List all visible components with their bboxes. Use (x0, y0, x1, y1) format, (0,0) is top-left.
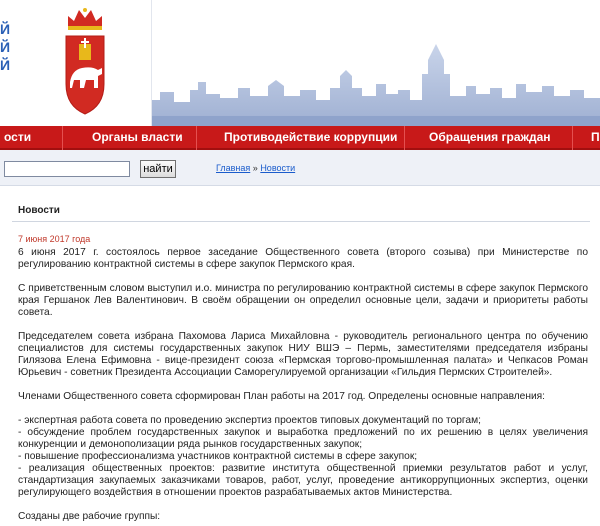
search-bar (0, 150, 600, 186)
breadcrumb-current-link[interactable]: Новости (260, 163, 296, 173)
article-date: 7 июня 2017 года (18, 234, 91, 244)
article-paragraph: Членами Общественного совета сформирован План работы на 2017 год. Определены основные направления: (18, 391, 546, 402)
nav-divider (62, 126, 63, 150)
breadcrumb-separator: » (252, 163, 258, 173)
title-letter: Й (0, 21, 11, 37)
article-content (6, 186, 590, 523)
section-title: Новости (18, 205, 60, 216)
title-letter: Й (0, 39, 11, 55)
article-paragraph: Председателем совета избрана Пахомова Лариса Михайловна - руководитель регионального центра по обучению специалистов для системы государственных закупок НИУ ВШЭ – Пермь, заместителями председателя избраны Гилязова Елена Ефимовна - вице-президент союза «Пермская торгово-промышленная палата» и Чепкасов Роман Юрьевич - советник Президента Ассоциации Саморегулируемой организации «Гильдия Пермских Строителей». (18, 331, 588, 378)
article-paragraph: Созданы две рабочие группы: (18, 511, 161, 522)
nav-item-authorities[interactable]: Органы власти (92, 130, 183, 144)
nav-item-anticorruption[interactable]: Противодействие коррупции (224, 130, 398, 144)
nav-divider (572, 126, 573, 150)
nav-divider (196, 126, 197, 150)
breadcrumb (216, 163, 295, 173)
list-item: - экспертная работа совета по проведению экспертиз проектов типовых документаций по торгам; (18, 415, 481, 426)
nav-item-news[interactable]: ости (4, 130, 32, 144)
nav-item-cut-off[interactable]: П (591, 130, 600, 144)
coat-of-arms-icon (62, 6, 108, 116)
title-divider (12, 221, 590, 222)
nav-divider (404, 126, 405, 150)
city-skyline-image (150, 30, 600, 126)
article-paragraph: 6 июня 2017 г. состоялось первое заседание Общественного совета (второго созыва) при Министерстве по регулированию контрактной системы в сфере закупок Пермского края. (18, 247, 588, 270)
directions-list (6, 415, 590, 499)
site-title-fragment (0, 20, 12, 90)
list-item: - повышение профессионализма участников контрактной системы в сфере закупок; (18, 451, 418, 462)
coat-of-arms-panel (18, 0, 152, 126)
list-item: - реализация общественных проектов: развитие института общественной приемки результатов работ и услуг, стандартизация закупаемых заказчиками товаров, работ, услуг, проведение антикоррупционных экспертиз, оценки регулирующего воздействия в отношении проектов разрабатываемых актов Министерства. (18, 463, 588, 498)
search-button[interactable]: найти (140, 160, 176, 178)
nav-item-citizen-appeals[interactable]: Обращения граждан (429, 130, 551, 144)
title-letter: Й (0, 57, 11, 73)
search-input[interactable] (4, 161, 130, 177)
main-navigation (0, 126, 600, 150)
breadcrumb-home-link[interactable]: Главная (216, 163, 251, 173)
article-paragraph: С приветственным словом выступил и.о. министра по регулированию контрактной системы в сфере закупок Пермского края Гершанок Лев Валентинович. В своём обращении он определил основные цели, задачи и приоритеты работы совета. (18, 283, 588, 318)
list-item: - обсуждение проблем государственных закупок и выработка предложений по их решению в целях увеличения конкуренции и демонополизации ряда рынков государственных закупок; (18, 427, 588, 450)
site-header (0, 0, 600, 126)
